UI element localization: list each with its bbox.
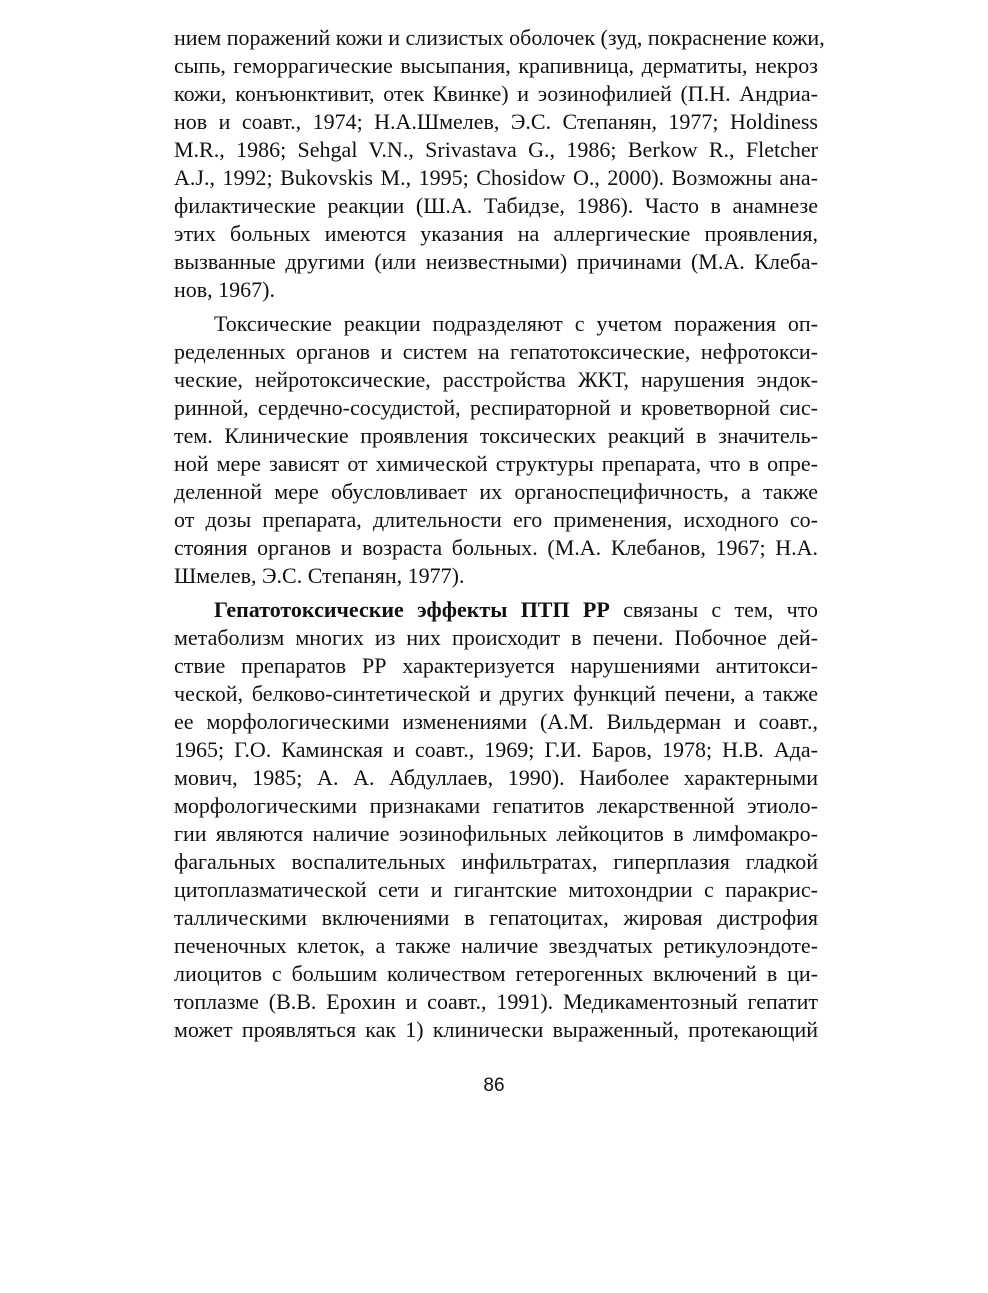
text-line: тем. Клинические проявления токсических реакций в значитель- [174, 423, 818, 448]
text-line: гии являются наличие эозинофильных лейкоцитов в лимфомакро- [174, 821, 818, 846]
text-line: печеночных клеток, а также наличие звездчатых ретикулоэндоте- [174, 933, 818, 958]
text-line: может проявляться как 1) клинически выраженный, протекающий [174, 1017, 818, 1042]
text-line: Шмелев, Э.С. Степанян, 1977). [174, 563, 465, 588]
text-line: фагальных воспалительных инфильтратах, гиперплазия гладкой [174, 849, 818, 874]
text-line: M.R., 1986; Sehgal V.N., Srivastava G., 1986; Berkow R., Fletcher [174, 137, 818, 162]
text-line: нием поражений кожи и слизистых оболочек (зуд, покраснение кожи, [174, 25, 825, 50]
bold-heading: Гепатотоксические эффекты ПТП РР [214, 597, 610, 622]
lead-line-rest: связаны с тем, что [609, 597, 818, 622]
text-line: метаболизм многих из них происходит в печени. Побочное дей- [174, 625, 818, 650]
text-line: Токсические реакции подразделяют с учетом поражения оп- [214, 311, 818, 336]
text-line: этих больных имеются указания на аллергические проявления, [174, 221, 818, 246]
text-line: морфологическими признаками гепатитов лекарственной этиоло- [174, 793, 818, 818]
text-line: таллическими включениями в гепатоцитах, жировая дистрофия [174, 905, 818, 930]
text-line: нов и соавт., 1974; Н.А.Шмелев, Э.С. Степанян, 1977; Holdiness [174, 109, 818, 134]
page-body [174, 24, 825, 1044]
text-line: нов, 1967). [174, 277, 275, 302]
text-line: стояния органов и возраста больных. (М.А. Клебанов, 1967; Н.А. [174, 535, 818, 560]
text-line: ческой, белково-синтетической и других функций печени, а также [174, 681, 818, 706]
text-line: мович, 1985; А. А. Абдуллаев, 1990). Наиболее характерными [174, 765, 818, 790]
text-line: ной мере зависят от химической структуры препарата, что в опре- [174, 451, 818, 476]
text-line: 1965; Г.О. Каминская и соавт., 1969; Г.И. Баров, 1978; Н.В. Ада- [174, 737, 818, 762]
text-line: сыпь, геморрагические высыпания, крапивница, дерматиты, некроз [174, 53, 818, 78]
text-line: ческие, нейротоксические, расстройства ЖКТ, нарушения эндок- [174, 367, 818, 392]
text-line: ринной, сердечно-сосудистой, респираторной и кроветворной сис- [174, 395, 818, 420]
text-line: цитоплазматической сети и гигантские митохондрии с паракрис- [174, 877, 818, 902]
text-line: филактические реакции (Ш.А. Табидзе, 1986). Часто в анамнезе [174, 193, 818, 218]
text-line: от дозы препарата, длительности его применения, исходного со- [174, 507, 818, 532]
text-line: ределенных органов и систем на гепатотоксические, нефротокси- [174, 339, 818, 364]
paragraph-hepatotoxic-effects [174, 596, 818, 1044]
text-line: кожи, конъюнктивит, отек Квинке) и эозинофилией (П.Н. Андриа- [174, 81, 818, 106]
text-line: A.J., 1992; Bukovskis M., 1995; Chosidow O., 2000). Возможны ана- [174, 165, 818, 190]
paragraph-toxic-reactions [174, 310, 818, 590]
text-line: лиоцитов с большим количеством гетерогенных включений в ци- [174, 961, 818, 986]
text-line: вызванные другими (или неизвестными) причинами (М.А. Клеба- [174, 249, 818, 274]
text-line: деленной мере обусловливает их органоспецифичность, а также [174, 479, 818, 504]
text-line: ее морфологическими изменениями (А.М. Вильдерман и соавт., [174, 709, 818, 734]
text-line: топлазме (В.В. Ерохин и соавт., 1991). Медикаментозный гепатит [174, 989, 818, 1014]
text-line: ствие препаратов РР характеризуется нарушениями антитокси- [174, 653, 818, 678]
page-number: 86 [483, 1075, 505, 1096]
paragraph-lead-line [174, 596, 818, 624]
paragraph-allergic-reactions [174, 24, 825, 304]
